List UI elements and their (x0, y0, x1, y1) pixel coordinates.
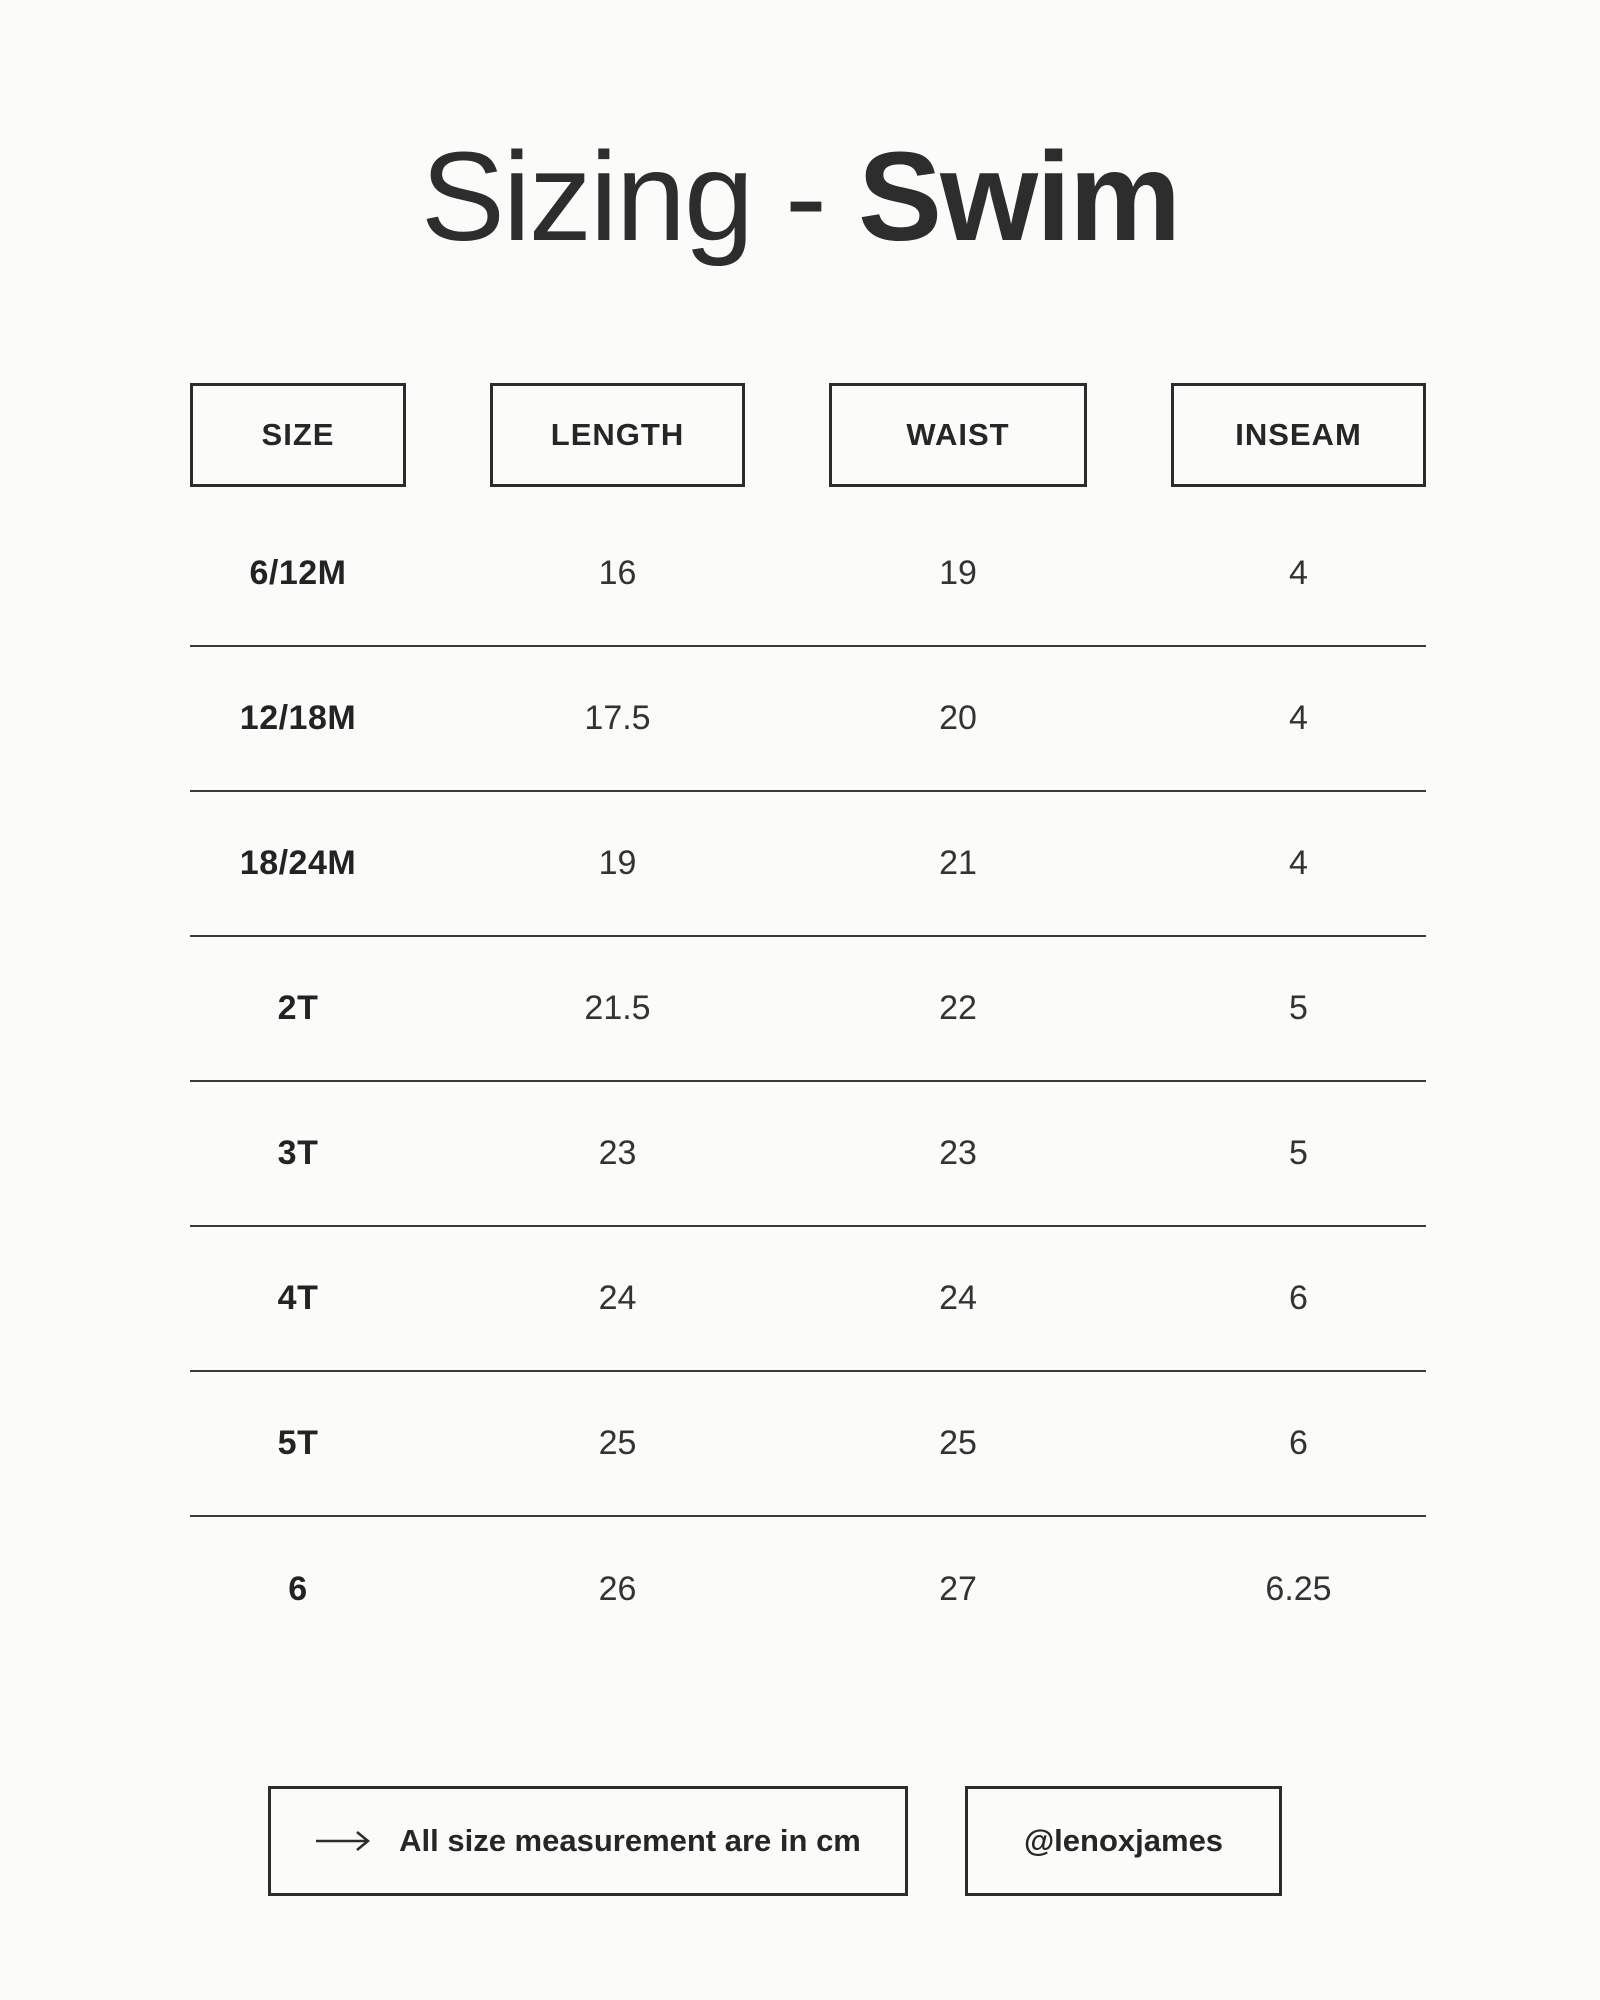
cell-size: 6/12M (249, 554, 347, 592)
table-row (190, 1372, 1426, 1517)
cell-size: 5T (277, 1424, 319, 1462)
table-row (190, 1082, 1426, 1227)
cell-length: 24 (598, 1279, 637, 1317)
cell-size: 3T (277, 1134, 319, 1172)
footer-note-text: All size measurement are in cm (399, 1823, 861, 1858)
column-header-inseam (1171, 383, 1426, 487)
column-header-length (490, 383, 745, 487)
cell-size: 18/24M (239, 844, 357, 882)
cell-inseam: 6 (1289, 1279, 1308, 1317)
cell-waist: 21 (939, 844, 977, 882)
column-header-length-label: LENGTH (550, 417, 685, 452)
cell-waist: 20 (939, 699, 977, 737)
title-regular: Sizing - (420, 126, 859, 267)
footer-note-box (268, 1786, 908, 1896)
page-title (0, 128, 1600, 267)
column-header-inseam-label: INSEAM (1235, 417, 1362, 452)
cell-inseam: 4 (1289, 699, 1308, 737)
cell-size: 12/18M (239, 699, 357, 737)
cell-waist: 19 (939, 554, 977, 592)
column-header-size (190, 383, 406, 487)
cell-length: 17.5 (584, 699, 651, 737)
table-row (190, 1227, 1426, 1372)
column-header-waist-label: WAIST (906, 417, 1010, 452)
table-row (190, 792, 1426, 937)
cell-length: 25 (598, 1424, 637, 1462)
cell-length: 23 (598, 1134, 637, 1172)
cell-waist: 24 (939, 1279, 977, 1317)
cell-waist: 25 (939, 1424, 977, 1462)
cell-inseam: 4 (1289, 844, 1308, 882)
cell-inseam: 6.25 (1265, 1570, 1332, 1608)
cell-size: 2T (277, 989, 319, 1027)
table-row (190, 647, 1426, 792)
cell-inseam: 4 (1289, 554, 1308, 592)
table-row (190, 937, 1426, 1082)
cell-size: 6 (288, 1570, 308, 1608)
cell-length: 19 (598, 844, 637, 882)
table-body (190, 502, 1426, 1662)
cell-length: 16 (598, 554, 637, 592)
table-row (190, 1517, 1426, 1662)
table-row (190, 502, 1426, 647)
cell-inseam: 5 (1289, 989, 1308, 1027)
cell-length: 21.5 (584, 989, 651, 1027)
cell-inseam: 5 (1289, 1134, 1308, 1172)
cell-waist: 27 (939, 1570, 977, 1608)
social-handle-text: @lenoxjames (1023, 1823, 1224, 1858)
footer (268, 1786, 1282, 1896)
column-header-size-label: SIZE (261, 417, 335, 452)
social-handle-box (965, 1786, 1282, 1896)
column-header-waist (829, 383, 1087, 487)
cell-size: 4T (277, 1279, 319, 1317)
cell-inseam: 6 (1289, 1424, 1308, 1462)
title-bold: Swim (858, 126, 1180, 267)
cell-waist: 23 (939, 1134, 977, 1172)
table-header-row (190, 383, 1426, 487)
cell-waist: 22 (939, 989, 977, 1027)
right-arrow-icon (315, 1830, 373, 1852)
cell-length: 26 (598, 1570, 637, 1608)
